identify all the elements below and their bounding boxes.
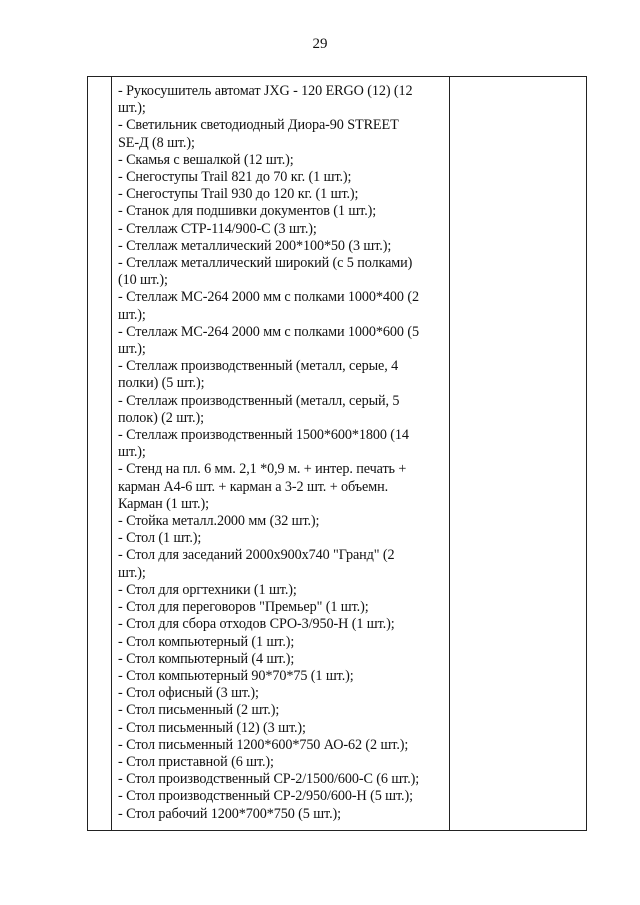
list-item: - Стол для переговоров "Премьер" (1 шт.); bbox=[118, 599, 369, 616]
list-item: - Стол компьютерный (4 шт.); bbox=[118, 650, 295, 667]
list-item: - Стеллаж МС-264 2000 мм с полками 1000*400 (2 шт.); bbox=[118, 289, 419, 323]
page-number: 29 bbox=[312, 36, 328, 52]
list-item: - Рукосушитель автомат JXG - 120 ERGO (12) (12 шт.); bbox=[118, 83, 413, 117]
list-item: - Стол компьютерный 90*70*75 (1 шт.); bbox=[118, 667, 354, 684]
list-item: - Стеллаж металлический широкий (с 5 полками) (10 шт.); bbox=[118, 255, 413, 289]
inventory-table bbox=[87, 76, 587, 831]
list-item: - Стол офисный (3 шт.); bbox=[118, 685, 259, 702]
list-item: - Стол приставной (6 шт.); bbox=[118, 753, 274, 770]
list-item: - Светильник светодиодный Диора-90 STREET SE-Д (8 шт.); bbox=[118, 117, 399, 151]
list-item: - Снегоступы Trail 930 до 120 кг. (1 шт.); bbox=[118, 186, 359, 203]
list-item: - Стол рабочий 1200*700*750 (5 шт.); bbox=[118, 805, 342, 822]
list-item: - Стеллаж производственный (металл, серый, 5 полок) (2 шт.); bbox=[118, 392, 400, 426]
list-item: - Стол письменный (12) (3 шт.); bbox=[118, 719, 306, 736]
list-item: - Стол производственный СР-2/1500/600-С (6 шт.); bbox=[118, 771, 420, 788]
item-list bbox=[118, 83, 449, 823]
list-item: - Стеллаж СТР-114/900-С (3 шт.); bbox=[118, 220, 317, 237]
list-item: - Стеллаж производственный (металл, серые, 4 полки) (5 шт.); bbox=[118, 358, 399, 392]
list-item: - Стол письменный 1200*600*750 АО-62 (2 шт.); bbox=[118, 736, 409, 753]
list-item: - Стол (1 шт.); bbox=[118, 530, 202, 547]
table-cell-items bbox=[112, 77, 450, 830]
list-item: - Снегоступы Trail 821 до 70 кг. (1 шт.); bbox=[118, 169, 352, 186]
list-item: - Стеллаж металлический 200*100*50 (3 шт.); bbox=[118, 237, 392, 254]
list-item: - Стол производственный СР-2/950/600-Н (5 шт.); bbox=[118, 788, 413, 805]
list-item: - Стеллаж производственный 1500*600*1800 (14 шт.); bbox=[118, 427, 409, 461]
table-cell-notes bbox=[450, 77, 586, 830]
list-item: - Стол компьютерный (1 шт.); bbox=[118, 633, 295, 650]
list-item: - Стол для сбора отходов СРО-3/950-Н (1 шт.); bbox=[118, 616, 395, 633]
list-item: - Стойка металл.2000 мм (32 шт.); bbox=[118, 513, 320, 530]
list-item: - Стол для оргтехники (1 шт.); bbox=[118, 581, 297, 598]
list-item: - Скамья с вешалкой (12 шт.); bbox=[118, 151, 294, 168]
list-item: - Стол письменный (2 шт.); bbox=[118, 702, 280, 719]
list-item: - Станок для подшивки документов (1 шт.); bbox=[118, 203, 377, 220]
table-cell-index bbox=[88, 77, 112, 830]
list-item: - Стенд на пл. 6 мм. 2,1 *0,9 м. + интер. печать + карман А4-6 шт. + карман а 3-2 шт. + объемн. Карман (1 шт.); bbox=[118, 461, 407, 512]
list-item: - Стол для заседаний 2000х900х740 "Гранд" (2 шт.); bbox=[118, 547, 395, 581]
list-item: - Стеллаж МС-264 2000 мм с полками 1000*600 (5 шт.); bbox=[118, 323, 419, 358]
